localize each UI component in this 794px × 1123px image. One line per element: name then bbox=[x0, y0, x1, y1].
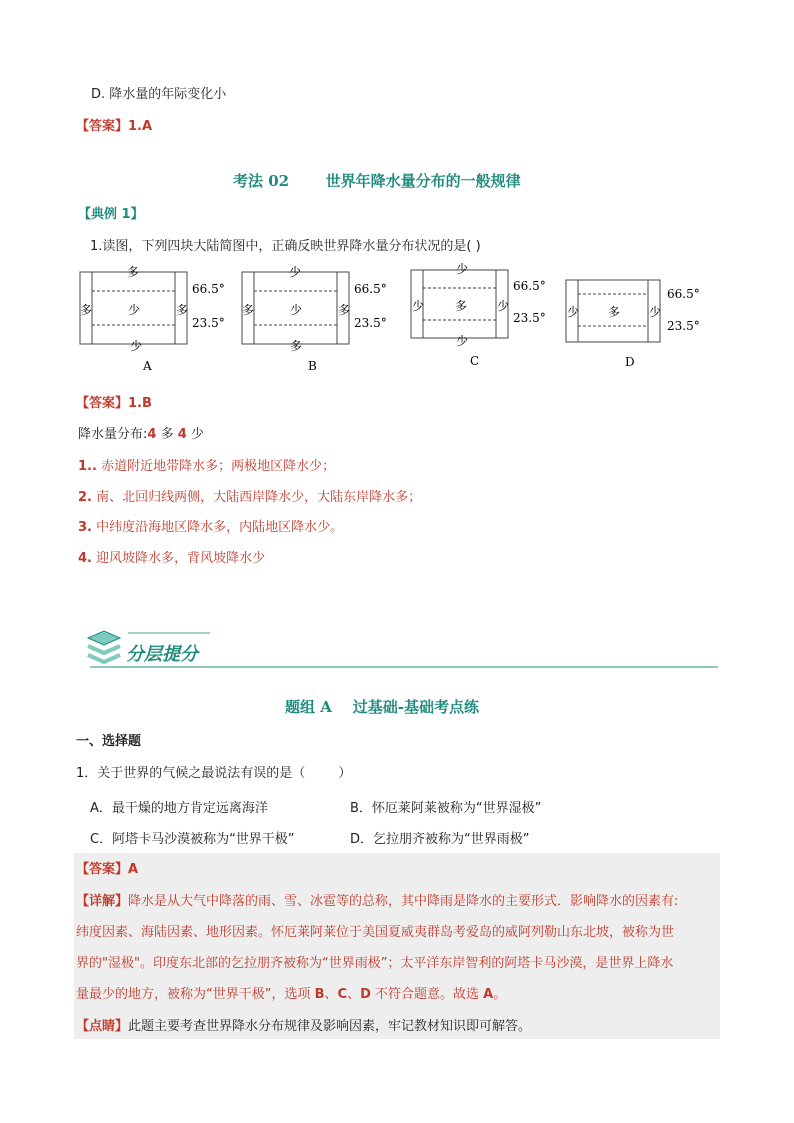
banner-top-rule bbox=[128, 632, 210, 634]
map-b bbox=[242, 264, 387, 373]
summary-point-3-text: 中纬度沿海地区降水多，内陆地区降水少。 bbox=[96, 520, 344, 535]
map-c-right: 少 bbox=[497, 299, 510, 313]
summary-prefix: 降水量分布: bbox=[78, 427, 148, 442]
map-a-lat2: 23.5° bbox=[192, 316, 225, 330]
summary-point-4-num: 4. bbox=[78, 551, 92, 566]
summary-point-1 bbox=[78, 455, 335, 474]
detail-l4-f: D bbox=[360, 987, 371, 1002]
detail-l4-e: 、 bbox=[347, 987, 361, 1002]
summary-suffix: 少 bbox=[186, 427, 204, 442]
map-c bbox=[411, 261, 546, 368]
map-d-letter: D bbox=[625, 355, 635, 369]
section-heading-title: 世界年降水量分布的一般规律 bbox=[325, 172, 521, 190]
detail-l4-d: C bbox=[337, 987, 348, 1002]
map-c-left: 少 bbox=[412, 299, 425, 313]
summary-point-3 bbox=[78, 516, 343, 535]
summary-point-1-num: 1.. bbox=[78, 459, 97, 474]
map-a-center: 少 bbox=[128, 303, 141, 317]
map-a bbox=[80, 265, 225, 373]
answer2-value: 1.B bbox=[128, 396, 152, 411]
map-b-bottom: 多 bbox=[290, 339, 303, 353]
analysis-detail-line-3: 界的"湿极"。印度东北部的乞拉朋齐被称为“世界雨极”；太平洋东岸智利的阿塔卡马沙漠，是世界上降水 bbox=[76, 956, 674, 971]
q1-stem: 1．关于世界的气候之最说法有误的是（ ） bbox=[76, 766, 352, 781]
map-b-letter: B bbox=[308, 359, 317, 373]
map-a-top: 多 bbox=[127, 265, 140, 279]
summary-point-2-text: 南、北回归线两侧，大陆西岸降水少，大陆东岸降水多； bbox=[96, 490, 422, 505]
map-b-right: 多 bbox=[338, 303, 351, 317]
q1-option-a: A．最干燥的地方肯定远离海洋 bbox=[90, 801, 268, 816]
map-a-right: 多 bbox=[176, 303, 189, 317]
map-b-left: 多 bbox=[242, 303, 255, 317]
map-d-lat2: 23.5° bbox=[667, 319, 700, 333]
summary-point-4-text: 迎风坡降水多，背风坡降水少 bbox=[96, 551, 266, 566]
section-heading bbox=[233, 170, 521, 191]
analysis-answer-value: A bbox=[128, 862, 139, 877]
analysis-detail-line-4 bbox=[76, 983, 506, 1002]
detail-l4-c: 、 bbox=[324, 987, 338, 1002]
map-d-lat1: 66.5° bbox=[667, 287, 700, 301]
summary-point-3-num: 3. bbox=[78, 520, 92, 535]
map-a-lat1: 66.5° bbox=[192, 282, 225, 296]
analysis-detail-l1: 降水是从大气中降落的雨、雪、冰雹等的总称，其中降雨是降水的主要形式．影响降水的因素有: bbox=[128, 894, 679, 909]
summary-point-4 bbox=[78, 547, 265, 566]
summary-title bbox=[78, 423, 204, 442]
map-c-center: 多 bbox=[455, 299, 468, 313]
answer-label: 【答案】 bbox=[76, 119, 129, 134]
analysis-detail-label: 【详解】 bbox=[76, 894, 129, 909]
summary-point-2 bbox=[78, 486, 421, 505]
detail-l4-h: A bbox=[483, 987, 494, 1002]
example-question: 1.读图，下列四块大陆简图中，正确反映世界降水量分布状况的是( ) bbox=[90, 239, 481, 254]
detail-l4-g: 不符合题意。故选 bbox=[370, 987, 484, 1002]
map-c-bottom: 少 bbox=[456, 334, 469, 348]
map-c-lat1: 66.5° bbox=[513, 279, 546, 293]
group-title: 题组 A 过基础-基础考点练 bbox=[285, 698, 479, 716]
summary-n1: 4 bbox=[147, 427, 157, 442]
detail-l4-b: B bbox=[314, 987, 325, 1002]
q1-option-c: C．阿塔卡马沙漠被称为“世界干极” bbox=[90, 832, 295, 847]
q1-option-b: B．怀厄莱阿莱被称为“世界湿极” bbox=[350, 801, 542, 816]
map-d bbox=[566, 280, 700, 369]
summary-n2: 4 bbox=[177, 427, 187, 442]
detail-l4-a: 量最少的地方，被称为“世界干极”，选项 bbox=[76, 987, 315, 1002]
analysis-tip bbox=[76, 1015, 531, 1034]
map-d-right: 少 bbox=[649, 305, 662, 319]
analysis-tip-label: 【点睛】 bbox=[76, 1019, 129, 1034]
map-c-top: 少 bbox=[456, 262, 469, 276]
answer-line-1 bbox=[76, 115, 152, 134]
summary-point-2-num: 2. bbox=[78, 490, 92, 505]
analysis-detail-line-1 bbox=[76, 890, 678, 909]
section-heading-code: 考法 02 bbox=[233, 172, 290, 190]
banner-title: 分层提分 bbox=[126, 644, 198, 665]
q1-option-d: D．乞拉朋齐被称为“世界雨极” bbox=[350, 832, 530, 847]
layers-icon bbox=[84, 628, 126, 668]
part1-label: 一、选择题 bbox=[76, 734, 142, 749]
map-b-lat1: 66.5° bbox=[354, 282, 387, 296]
answer-value: 1.A bbox=[128, 119, 153, 134]
example-label: 【典例 1】 bbox=[78, 207, 144, 222]
option-d-text: D. 降水量的年际变化小 bbox=[91, 87, 227, 102]
analysis-box bbox=[74, 853, 720, 1039]
map-a-left: 多 bbox=[80, 303, 93, 317]
map-d-center: 多 bbox=[608, 305, 621, 319]
summary-mid: 多 bbox=[156, 427, 178, 442]
map-b-top: 少 bbox=[289, 265, 302, 279]
analysis-detail-line-2: 纬度因素、海陆因素、地形因素。怀厄莱阿莱位于美国夏威夷群岛考爱岛的威阿列勒山东北坡，被称为世 bbox=[76, 925, 675, 940]
map-d-left: 少 bbox=[567, 305, 580, 319]
map-b-lat2: 23.5° bbox=[354, 316, 387, 330]
answer2-label: 【答案】 bbox=[76, 396, 129, 411]
map-c-letter: C bbox=[470, 354, 480, 368]
analysis-answer bbox=[76, 858, 138, 877]
map-b-center: 少 bbox=[290, 303, 303, 317]
detail-l4-i: 。 bbox=[493, 987, 507, 1002]
banner-bottom-rule bbox=[90, 666, 718, 668]
map-a-letter: A bbox=[143, 359, 152, 373]
map-a-bottom: 少 bbox=[130, 339, 143, 353]
answer-line-2 bbox=[76, 392, 152, 411]
precipitation-maps-figure bbox=[70, 262, 700, 377]
analysis-answer-label: 【答案】 bbox=[76, 862, 129, 877]
summary-point-1-text: 赤道附近地带降水多；两极地区降水少； bbox=[101, 459, 336, 474]
analysis-tip-text: 此题主要考查世界降水分布规律及影响因素，牢记教材知识即可解答。 bbox=[128, 1019, 532, 1034]
map-c-lat2: 23.5° bbox=[513, 311, 546, 325]
